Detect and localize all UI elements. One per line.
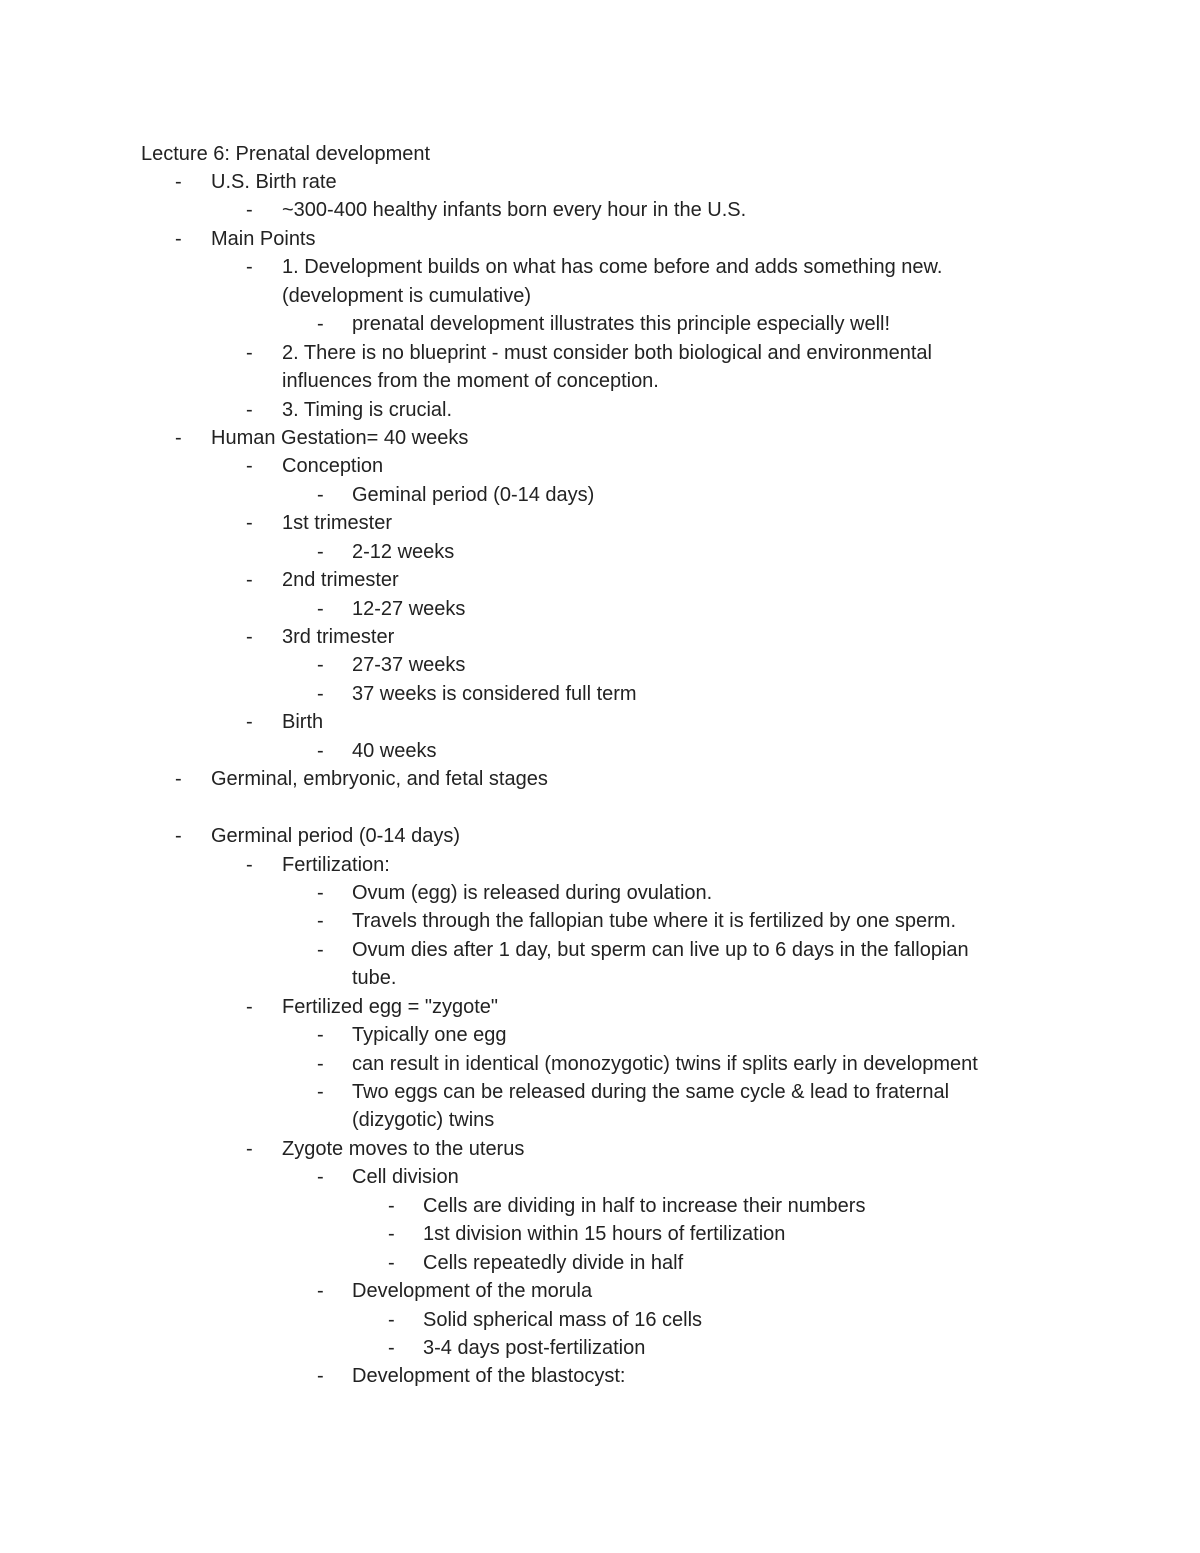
list-item xyxy=(0,566,1200,594)
bullet-dash: - xyxy=(246,1137,253,1160)
list-item xyxy=(0,424,1200,452)
bullet-dash: - xyxy=(388,1308,395,1331)
bullet-dash: - xyxy=(317,483,324,506)
list-item xyxy=(0,1249,1200,1277)
list-item-text: Cells repeatedly divide in half xyxy=(423,1251,684,1274)
bullet-dash: - xyxy=(246,853,253,876)
list-item xyxy=(0,708,1200,736)
bullet-dash: - xyxy=(246,398,253,421)
bullet-dash: - xyxy=(317,682,324,705)
list-item-text: Fertilization: xyxy=(282,853,390,876)
list-item-continuation xyxy=(0,1106,1200,1134)
list-item xyxy=(0,225,1200,253)
list-item xyxy=(0,168,1200,196)
list-item-text: Fertilized egg = "zygote" xyxy=(282,995,498,1018)
list-item xyxy=(0,1192,1200,1220)
list-item-text: Germinal period (0-14 days) xyxy=(211,825,460,848)
list-item-text: (dizygotic) twins xyxy=(352,1109,495,1132)
list-item-text: ~300-400 healthy infants born every hour in the U.S. xyxy=(282,199,747,222)
list-item xyxy=(0,310,1200,338)
list-item xyxy=(0,509,1200,537)
list-item xyxy=(0,651,1200,679)
list-item-text: Travels through the fallopian tube where it is fertilized by one sperm. xyxy=(352,910,957,933)
document-title: Lecture 6: Prenatal development xyxy=(141,143,431,165)
list-item-text: Development of the morula xyxy=(352,1280,593,1303)
bullet-dash: - xyxy=(175,426,182,449)
list-item-text: Conception xyxy=(282,455,384,478)
list-item xyxy=(0,623,1200,651)
list-item-text: Ovum dies after 1 day, but sperm can live up to 6 days in the fallopian xyxy=(352,938,969,961)
list-item-text: 1. Development builds on what has come before and adds something new. xyxy=(282,256,943,279)
list-item-text: Cells are dividing in half to increase their numbers xyxy=(423,1194,866,1217)
list-item-text: 2nd trimester xyxy=(282,569,399,592)
list-item-text: Typically one egg xyxy=(352,1024,507,1047)
bullet-dash: - xyxy=(246,995,253,1018)
list-item-text: 2-12 weeks xyxy=(352,540,455,563)
list-item xyxy=(0,907,1200,935)
list-item-text: Solid spherical mass of 16 cells xyxy=(423,1308,703,1331)
bullet-dash: - xyxy=(317,881,324,904)
bullet-dash: - xyxy=(388,1336,395,1359)
blank-line xyxy=(0,794,1200,822)
list-item xyxy=(0,339,1200,367)
list-item-text: Geminal period (0-14 days) xyxy=(352,483,595,506)
list-item-continuation xyxy=(0,282,1200,310)
list-item xyxy=(0,1163,1200,1191)
list-item-continuation xyxy=(0,367,1200,395)
list-item xyxy=(0,595,1200,623)
list-item xyxy=(0,1078,1200,1106)
list-item xyxy=(0,481,1200,509)
list-item-continuation xyxy=(0,964,1200,992)
bullet-dash: - xyxy=(317,313,324,336)
list-item-text: Germinal, embryonic, and fetal stages xyxy=(211,768,548,791)
bullet-dash: - xyxy=(246,512,253,535)
list-item-text: 12-27 weeks xyxy=(352,597,466,620)
list-item xyxy=(0,1277,1200,1305)
bullet-dash: - xyxy=(317,1280,324,1303)
bullet-dash: - xyxy=(388,1223,395,1246)
bullet-dash: - xyxy=(317,739,324,762)
list-item-text: can result in identical (monozygotic) twins if splits early in development xyxy=(352,1052,978,1075)
list-item-text: Zygote moves to the uterus xyxy=(282,1137,525,1160)
list-item xyxy=(0,1306,1200,1334)
list-item-text: 1st division within 15 hours of fertilization xyxy=(423,1223,786,1246)
bullet-dash: - xyxy=(246,569,253,592)
list-item-text: Two eggs can be released during the same cycle & lead to fraternal xyxy=(352,1081,950,1103)
bullet-dash: - xyxy=(317,540,324,563)
bullet-dash: - xyxy=(317,654,324,677)
list-item-text: 40 weeks xyxy=(352,739,437,762)
list-item xyxy=(0,737,1200,765)
list-item-text: 3rd trimester xyxy=(282,626,395,648)
list-item-text: influences from the moment of conception. xyxy=(282,370,659,393)
list-item xyxy=(0,1021,1200,1049)
bullet-dash: - xyxy=(246,199,253,222)
list-item-text: Birth xyxy=(282,711,324,734)
list-item-text: U.S. Birth rate xyxy=(211,171,337,193)
list-item-text: 37 weeks is considered full term xyxy=(352,682,637,705)
list-item-text: Main Points xyxy=(211,227,316,250)
bullet-dash: - xyxy=(317,938,324,961)
list-item-text: Ovum (egg) is released during ovulation. xyxy=(352,881,713,904)
list-item xyxy=(0,1135,1200,1163)
bullet-dash: - xyxy=(388,1194,395,1217)
list-item xyxy=(0,936,1200,964)
list-item-text: prenatal development illustrates this principle especially well! xyxy=(352,313,891,336)
bullet-dash: - xyxy=(246,341,253,364)
list-item xyxy=(0,765,1200,793)
list-item xyxy=(0,680,1200,708)
bullet-dash: - xyxy=(317,1052,324,1075)
list-item xyxy=(0,452,1200,480)
bullet-dash: - xyxy=(388,1251,395,1274)
list-item xyxy=(0,993,1200,1021)
bullet-dash: - xyxy=(246,455,253,478)
bulleted-outline xyxy=(0,168,1200,1391)
bullet-dash: - xyxy=(317,1081,324,1103)
list-item xyxy=(0,1050,1200,1078)
list-item xyxy=(0,1362,1200,1390)
bullet-dash: - xyxy=(317,910,324,933)
bullet-dash: - xyxy=(175,171,182,193)
list-item xyxy=(0,1220,1200,1248)
bullet-dash: - xyxy=(317,597,324,620)
list-item xyxy=(0,1334,1200,1362)
list-item xyxy=(0,253,1200,281)
list-item-text: Human Gestation= 40 weeks xyxy=(211,426,469,449)
list-item xyxy=(0,822,1200,850)
list-item-text: tube. xyxy=(352,967,397,990)
list-item xyxy=(0,396,1200,424)
list-item-text: 3-4 days post-fertilization xyxy=(423,1336,646,1359)
bullet-dash: - xyxy=(317,1166,324,1189)
list-item-text: 3. Timing is crucial. xyxy=(282,398,453,421)
list-item-text: Cell division xyxy=(352,1166,459,1189)
list-item xyxy=(0,879,1200,907)
bullet-dash: - xyxy=(246,256,253,279)
list-item-text: 27-37 weeks xyxy=(352,654,466,677)
list-item-text: 2. There is no blueprint - must consider both biological and environmental xyxy=(282,341,932,364)
list-item-text: (development is cumulative) xyxy=(282,284,531,307)
list-item-text: Development of the blastocyst: xyxy=(352,1365,626,1388)
bullet-dash: - xyxy=(246,626,253,648)
list-item xyxy=(0,851,1200,879)
bullet-dash: - xyxy=(246,711,253,734)
bullet-dash: - xyxy=(175,768,182,791)
bullet-dash: - xyxy=(317,1024,324,1047)
bullet-dash: - xyxy=(317,1365,324,1388)
list-item xyxy=(0,196,1200,224)
bullet-dash: - xyxy=(175,825,182,848)
bullet-dash: - xyxy=(175,227,182,250)
list-item-text: 1st trimester xyxy=(282,512,393,535)
list-item xyxy=(0,538,1200,566)
